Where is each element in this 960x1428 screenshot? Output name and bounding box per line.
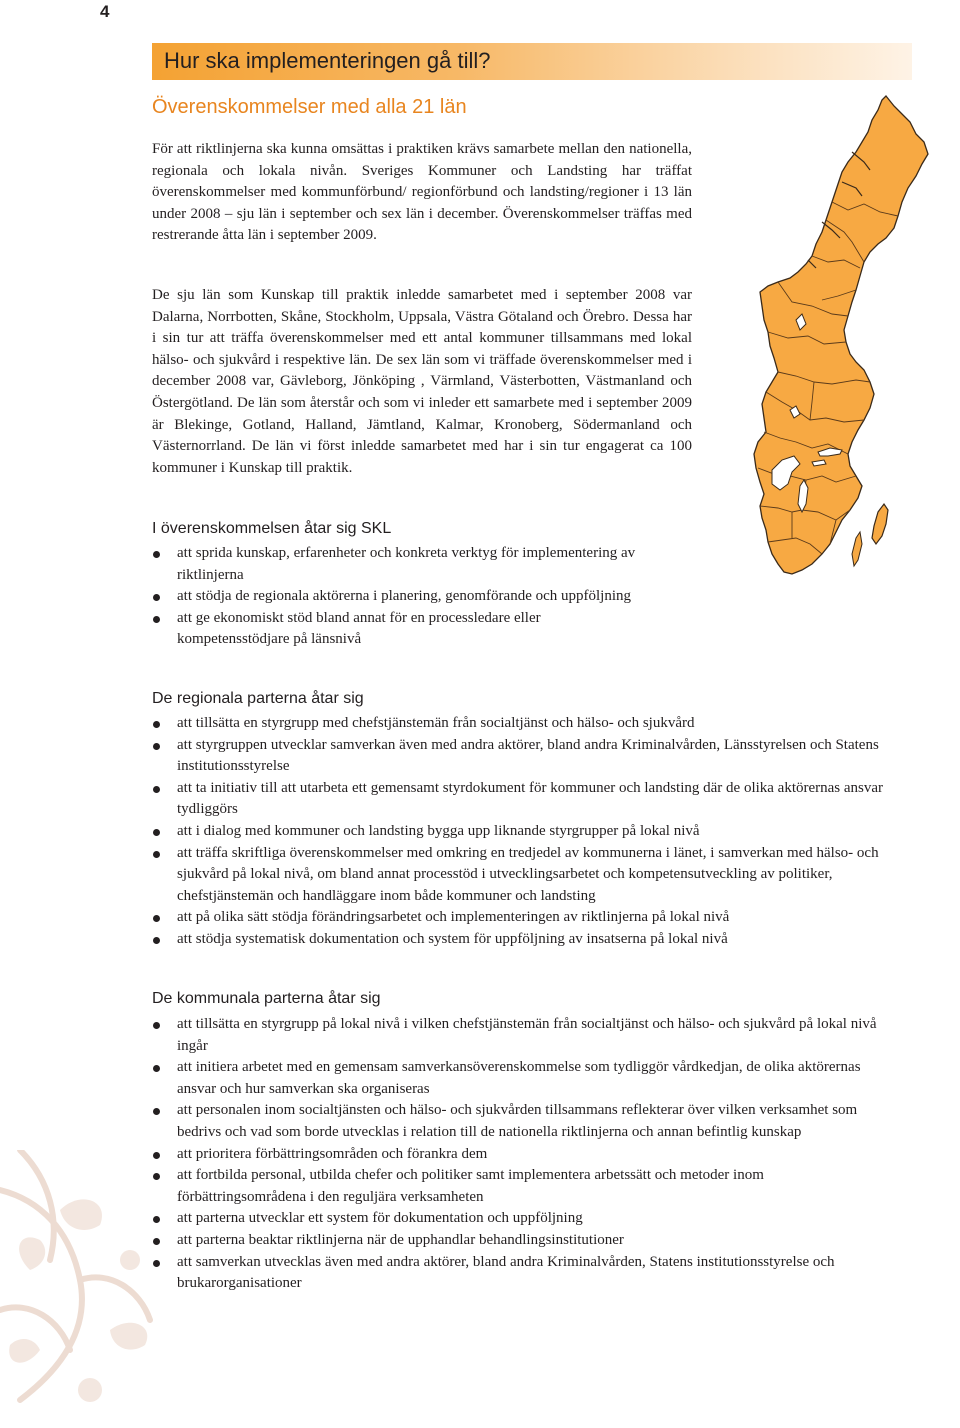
- intro-paragraph: För att riktlinjerna ska kunna omsättas i praktiken krävs samarbete mellan den nationella, regionala och lokala nivån. Sveriges Kommuner och Landsting har träffat överenskommelser med kommunförbund/ regionförbund och landsting/regioner i 13 län under 2008 – sju län i september och sex län i december. Överenskommelser träffas med restrerande åtta län i september 2009.: [152, 141, 692, 244]
- list-item: att stödja systematisk dokumentation och system för uppföljning av insatserna på lokal nivå: [152, 929, 892, 951]
- list-item: att parterna beaktar riktlinjerna när de upphandlar behandlingsinstitutioner: [152, 1230, 892, 1252]
- list-item: att samverkan utvecklas även med andra aktörer, bland andra Kriminalvården, Statens institutionsstyrelse och brukarorganisationer: [152, 1252, 892, 1295]
- list-item: att styrgruppen utvecklar samverkan även med andra aktörer, bland andra Kriminalvården, Länsstyrelsen och Statens institutionsstyrelse: [152, 735, 892, 778]
- page-number: 4: [100, 2, 110, 21]
- list-item: att stödja de regionala aktörerna i planering, genomförande och uppföljning: [152, 586, 652, 608]
- list-item: att tillsätta en styrgrupp med chefstjänstemän från socialtjänst och hälso- och sjukvård: [152, 713, 892, 735]
- regional-list: [152, 713, 892, 951]
- floral-ornament: [0, 1150, 180, 1428]
- list-item: att tillsätta en styrgrupp på lokal nivå i vilken chefstjänstemän från socialtjänst och hälso- och sjukvård på lokal nivå ingår: [152, 1014, 892, 1057]
- title-band: [152, 43, 912, 80]
- skl-heading: I överenskommelsen åtar sig SKL: [152, 520, 392, 537]
- list-item: att parterna utvecklar ett system för dokumentation och uppföljning: [152, 1208, 892, 1230]
- list-item: att träffa skriftliga överenskommelser med omkring en tredjedel av kommunerna i länet, i samverkan med hälso- och sjukvård på lokal nivå, om bland annat processtöd i utvecklingsarbetet och kompetensutveckling av politiker, chefstjänstemän och handläggare inom både kommuner och landsting: [152, 843, 892, 908]
- list-item: att i dialog med kommuner och landsting bygga upp liknande styrgrupper på lokal nivå: [152, 821, 892, 843]
- list-item: att ta initiativ till att utarbeta ett gemensamt styrdokument för kommuner och landsting där de olika aktörernas ansvar tydliggörs: [152, 778, 892, 821]
- list-item: att ge ekonomiskt stöd bland annat för en processledare eller kompetensstödjare på länsnivå: [152, 608, 652, 651]
- section-heading: Överenskommelser med alla 21 län: [152, 96, 467, 118]
- regional-heading: De regionala parterna åtar sig: [152, 690, 364, 707]
- list-item: att fortbilda personal, utbilda chefer och politiker samt implementera arbetssätt och metoder inom förbättringsområdena i den reguljära verksamheten: [152, 1165, 892, 1208]
- kommunal-list: [152, 1014, 892, 1295]
- oland-island: [852, 532, 862, 566]
- sweden-outline: [754, 96, 928, 574]
- sweden-map: [752, 92, 932, 602]
- page-title: Hur ska implementeringen gå till?: [164, 48, 491, 73]
- list-item: att på olika sätt stödja förändringsarbetet och implementeringen av riktlinjerna på lokal nivå: [152, 907, 892, 929]
- skl-list: [152, 543, 652, 651]
- list-item: att initiera arbetet med en gemensam samverkansöverenskommelse som tydliggör vårdkedjan, de olika aktörernas ansvar och hur samverkan ska organiseras: [152, 1057, 892, 1100]
- kommunal-heading: De kommunala parterna åtar sig: [152, 990, 381, 1007]
- gotland-island: [872, 504, 888, 544]
- lan-paragraph: De sju län som Kunskap till praktik inledde samarbetet med i september 2008 var Dalarna, Norrbotten, Skåne, Stockholm, Uppsala, Västra Götaland och Örebro. Dessa har i sin tur att träffa överenskommelser med ett antal kommuner tillsammans med lokal hälso- och sjukvård i respektive län. De sex län som vi träffade överenskommelser med i december 2008 var, Gävleborg, Jönköping , Värmland, Västerbotten, Västmanland och Östergötland. De län som återstår och som vi inleder ett samarbete med i september 2009 är Blekinge, Gotland, Halland, Jämtland, Kalmar, Kronoberg, Södermanland och Västernorrland. De län vi först inledde samarbetet med har i sin tur engagerat ca 100 kommuner i Kunskap till praktik.: [152, 287, 692, 476]
- list-item: att sprida kunskap, erfarenheter och konkreta verktyg för implementering av riktlinjerna: [152, 543, 652, 586]
- list-item: att prioritera förbättringsområden och förankra dem: [152, 1144, 892, 1166]
- list-item: att personalen inom socialtjänsten och hälso- och sjukvården tillsammans reflekterar över vilken verksamhet som bedrivs och vad som borde utvecklas i relation till de nationella riktlinjerna och annan befintlig kunskap: [152, 1100, 892, 1143]
